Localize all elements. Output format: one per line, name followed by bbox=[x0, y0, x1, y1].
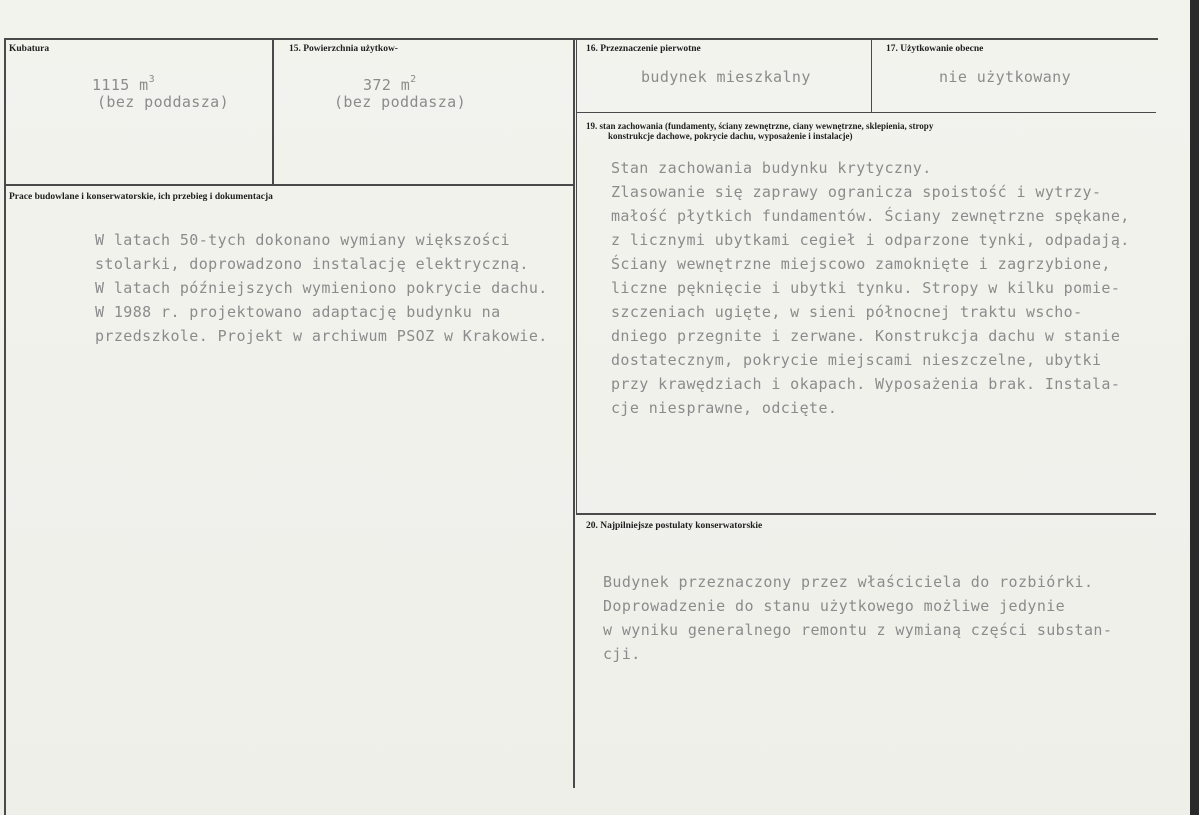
prace-line: W 1988 r. projektowano adaptację budynku na bbox=[95, 303, 501, 321]
przeznaczenie-label: 16. Przeznaczenie pierwotne bbox=[586, 44, 701, 54]
prace-line: stolarki, doprowadzono instalację elektryczną. bbox=[95, 255, 529, 273]
powierzchnia-number: 372 m bbox=[363, 76, 411, 94]
stan-line: dostatecznym, pokrycie miejscami nieszczelne, ubytki bbox=[611, 351, 1102, 369]
stan-line: cje niesprawne, odcięte. bbox=[611, 399, 838, 417]
stan-text bbox=[611, 156, 1130, 420]
stan-line: szczeniach ugięte, w sieni północnej traktu wscho- bbox=[611, 303, 1083, 321]
powierzchnia-label: 15. Powierzchnia użytkow- bbox=[289, 44, 398, 54]
divider-16-17 bbox=[871, 38, 872, 112]
postulaty-line: Budynek przeznaczony przez właściciela do rozbiórki. bbox=[603, 573, 1094, 591]
prace-line: W latach późniejszych wymieniono pokrycie dachu. bbox=[95, 279, 548, 297]
kubatura-value bbox=[92, 76, 155, 94]
uzytkowanie-label: 17. Użytkowanie obecne bbox=[886, 44, 984, 54]
postulaty-line: cji. bbox=[603, 645, 641, 663]
stan-label-line1: 19. stan zachowania (fundamenty, ściany zewnętrzne, ciany wewnętrzne, sklepienia, stropy bbox=[586, 121, 934, 131]
divider-center-inner bbox=[576, 38, 577, 513]
kubatura-label: Kubatura bbox=[9, 44, 50, 54]
stan-line: Zlasowanie się zaprawy ogranicza spoistość i wytrzy- bbox=[611, 183, 1102, 201]
stan-line: liczne pęknięcie i ubytki tynku. Stropy w kilku pomie- bbox=[611, 279, 1121, 297]
powierzchnia-exponent: 2 bbox=[410, 74, 417, 85]
powierzchnia-note: (bez poddasza) bbox=[334, 93, 467, 111]
prace-text bbox=[95, 228, 548, 348]
stan-line: przy krawędziach i okapach. Wyposażenia brak. Instala- bbox=[611, 375, 1121, 393]
stan-line: małość płytkich fundamentów. Ściany zewnętrzne spękane, bbox=[611, 207, 1130, 225]
prace-line: W latach 50-tych dokonano wymiany większości bbox=[95, 231, 510, 249]
postulaty-label: 20. Najpilniejsze postulaty konserwatorskie bbox=[586, 521, 763, 531]
left-border bbox=[4, 38, 6, 815]
postulaty-line: Doprowadzenie do stanu użytkowego możliwe jedynie bbox=[603, 597, 1066, 615]
kubatura-exponent: 3 bbox=[148, 74, 156, 85]
divider-kub-pow bbox=[272, 38, 274, 184]
prace-line: przedszkole. Projekt w archiwum PSOZ w Krakowie. bbox=[95, 327, 548, 345]
top-border bbox=[4, 38, 1158, 40]
prace-label: Prace budowlane i konserwatorskie, ich przebieg i dokumentacja bbox=[9, 192, 273, 202]
kubatura-note: (bez poddasza) bbox=[97, 93, 230, 111]
uzytkowanie-value: nie użytkowany bbox=[939, 68, 1072, 86]
postulaty-text bbox=[603, 570, 1112, 666]
scan-edge bbox=[1190, 0, 1199, 815]
divider-right-mid bbox=[576, 513, 1156, 515]
stan-line: dniego przegnite i zerwane. Konstrukcja dachu w stanie bbox=[611, 327, 1121, 345]
przeznaczenie-value: budynek mieszkalny bbox=[641, 68, 811, 86]
kubatura-number: 1115 m bbox=[92, 76, 149, 94]
divider-row1 bbox=[576, 112, 1156, 113]
powierzchnia-value bbox=[363, 76, 417, 94]
stan-line: Stan zachowania budynku krytyczny. bbox=[611, 159, 932, 177]
postulaty-line: w wyniku generalnego remontu z wymianą części substan- bbox=[603, 621, 1113, 639]
divider-center bbox=[573, 38, 575, 788]
stan-label-line2: konstrukcje dachowe, pokrycie dachu, wyposażenie i instalacje) bbox=[608, 131, 853, 141]
stan-line: Ściany wewnętrzne miejscowo zamoknięte i zagrzybione, bbox=[611, 255, 1111, 273]
stan-line: z licznymi ubytkami cegieł i odparzone tynki, odpadają. bbox=[611, 231, 1130, 249]
divider-left-mid bbox=[4, 184, 574, 186]
